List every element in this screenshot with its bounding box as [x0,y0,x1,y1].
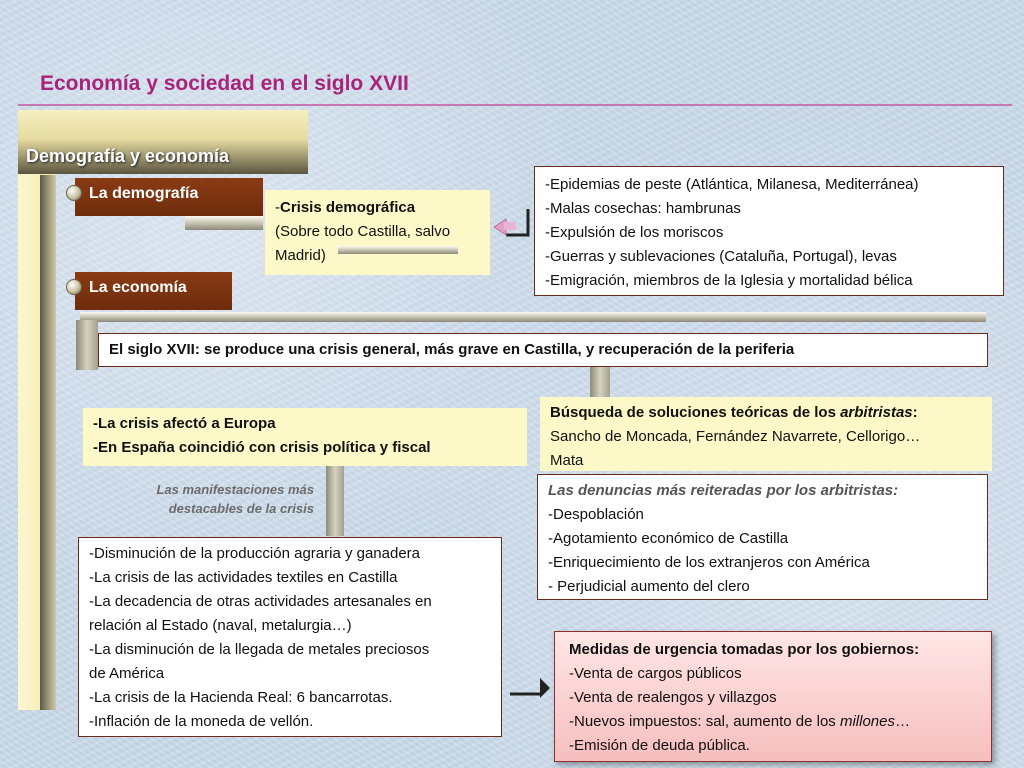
medida-item: -Venta de realengos y villazgos [569,689,777,706]
demografia-bullet-icon [66,185,82,201]
medida-item: -Venta de cargos públicos [569,665,742,682]
economia-horizontal-bar [80,312,986,322]
denuncias-box [537,474,988,600]
medida-item: -Nuevos impuestos: sal, aumento de los [569,713,840,730]
manifestations-note [120,480,314,518]
demografia-label: La demografía [75,178,263,216]
arrow-left-icon [490,205,532,241]
note-line: destacables de la crisis [168,501,314,516]
title-divider [18,104,1012,106]
medida-item-italic: millones [839,713,895,730]
medida-item-end: … [895,713,910,730]
denuncia-item: -Agotamiento económico de Castilla [548,530,789,547]
medidas-title: Medidas de urgencia tomadas por los gobiernos: [569,641,920,658]
arbitristas-title: Búsqueda de soluciones teóricas de los [550,404,841,421]
medidas-box [554,631,992,762]
cause-item: -Malas cosechas: hambrunas [545,200,741,217]
manifestation-item: -La crisis de la Hacienda Real: 6 bancarrotas. [89,689,393,706]
crisis-europa-box [83,408,527,466]
denuncia-item: -Enriquecimiento de los extranjeros con América [548,554,870,571]
economia-bullet-icon [66,279,82,295]
demografia-causes-box [534,166,1004,296]
cause-item: -Guerras y sublevaciones (Cataluña, Portugal), levas [545,248,897,265]
manifestation-item: -La decadencia de otras actividades artesanales en [89,593,432,610]
cause-item: -Expulsión de los moriscos [545,224,724,241]
crisis-demografica-underline [338,246,458,254]
demografia-connector [185,216,263,230]
note-line: Las manifestaciones más [156,482,314,497]
slide-title: Economía y sociedad en el siglo XVII [40,72,409,95]
crisis-point: -La crisis afectó a Europa [93,415,276,432]
arbitristas-line: Mata [550,452,584,469]
connector-to-manifestations [326,466,344,536]
left-connector-bar [40,175,56,710]
cause-item: -Epidemias de peste (Atlántica, Milanesa, Mediterránea) [545,176,919,193]
arbitristas-line: Sancho de Moncada, Fernández Navarrete, Cellorigo… [550,428,921,445]
crisis-demografica-line: (Sobre todo Castilla, salvo [275,223,451,240]
manifestation-item: -Inflación de la moneda de vellón. [89,713,314,730]
arbitristas-title-end: : [912,404,918,421]
economia-main-statement: El siglo XVII: se produce una crisis general, más grave en Castilla, y recuperación de la periferia [98,333,988,367]
crisis-demografica-title: Crisis demográfica [280,199,416,216]
crisis-demografica-box: -Crisis demográfica (Sobre todo Castilla, salvo Madrid) [265,190,490,275]
denuncias-title: Las denuncias más reiteradas por los arbitristas: [548,482,899,499]
denuncia-item: - Perjudicial aumento del clero [548,578,750,595]
crisis-point: -En España coincidió con crisis política y fiscal [93,439,431,456]
cause-item: -Emigración, miembros de la Iglesia y mortalidad bélica [545,272,913,289]
manifestation-item: -Disminución de la producción agraria y ganadera [89,545,421,562]
medida-item: -Emisión de deuda pública. [569,737,750,754]
crisis-demografica-line: Madrid) [275,247,326,264]
manifestations-box [78,537,502,737]
economia-side-bar [76,320,98,370]
arrow-right-icon [506,672,552,706]
section-header: Demografía y economía [26,146,230,166]
connector-to-arbitristas [590,367,610,397]
arbitristas-title-italic: arbitristas [840,404,913,421]
manifestation-item: de América [89,665,165,682]
manifestation-item: -La crisis de las actividades textiles en Castilla [89,569,398,586]
manifestation-item: -La disminución de la llegada de metales preciosos [89,641,430,658]
denuncia-item: -Despoblación [548,506,644,523]
manifestation-item: relación al Estado (naval, metalurgia…) [89,617,352,634]
arbitristas-box [540,397,992,471]
economia-label: La economía [75,272,232,310]
